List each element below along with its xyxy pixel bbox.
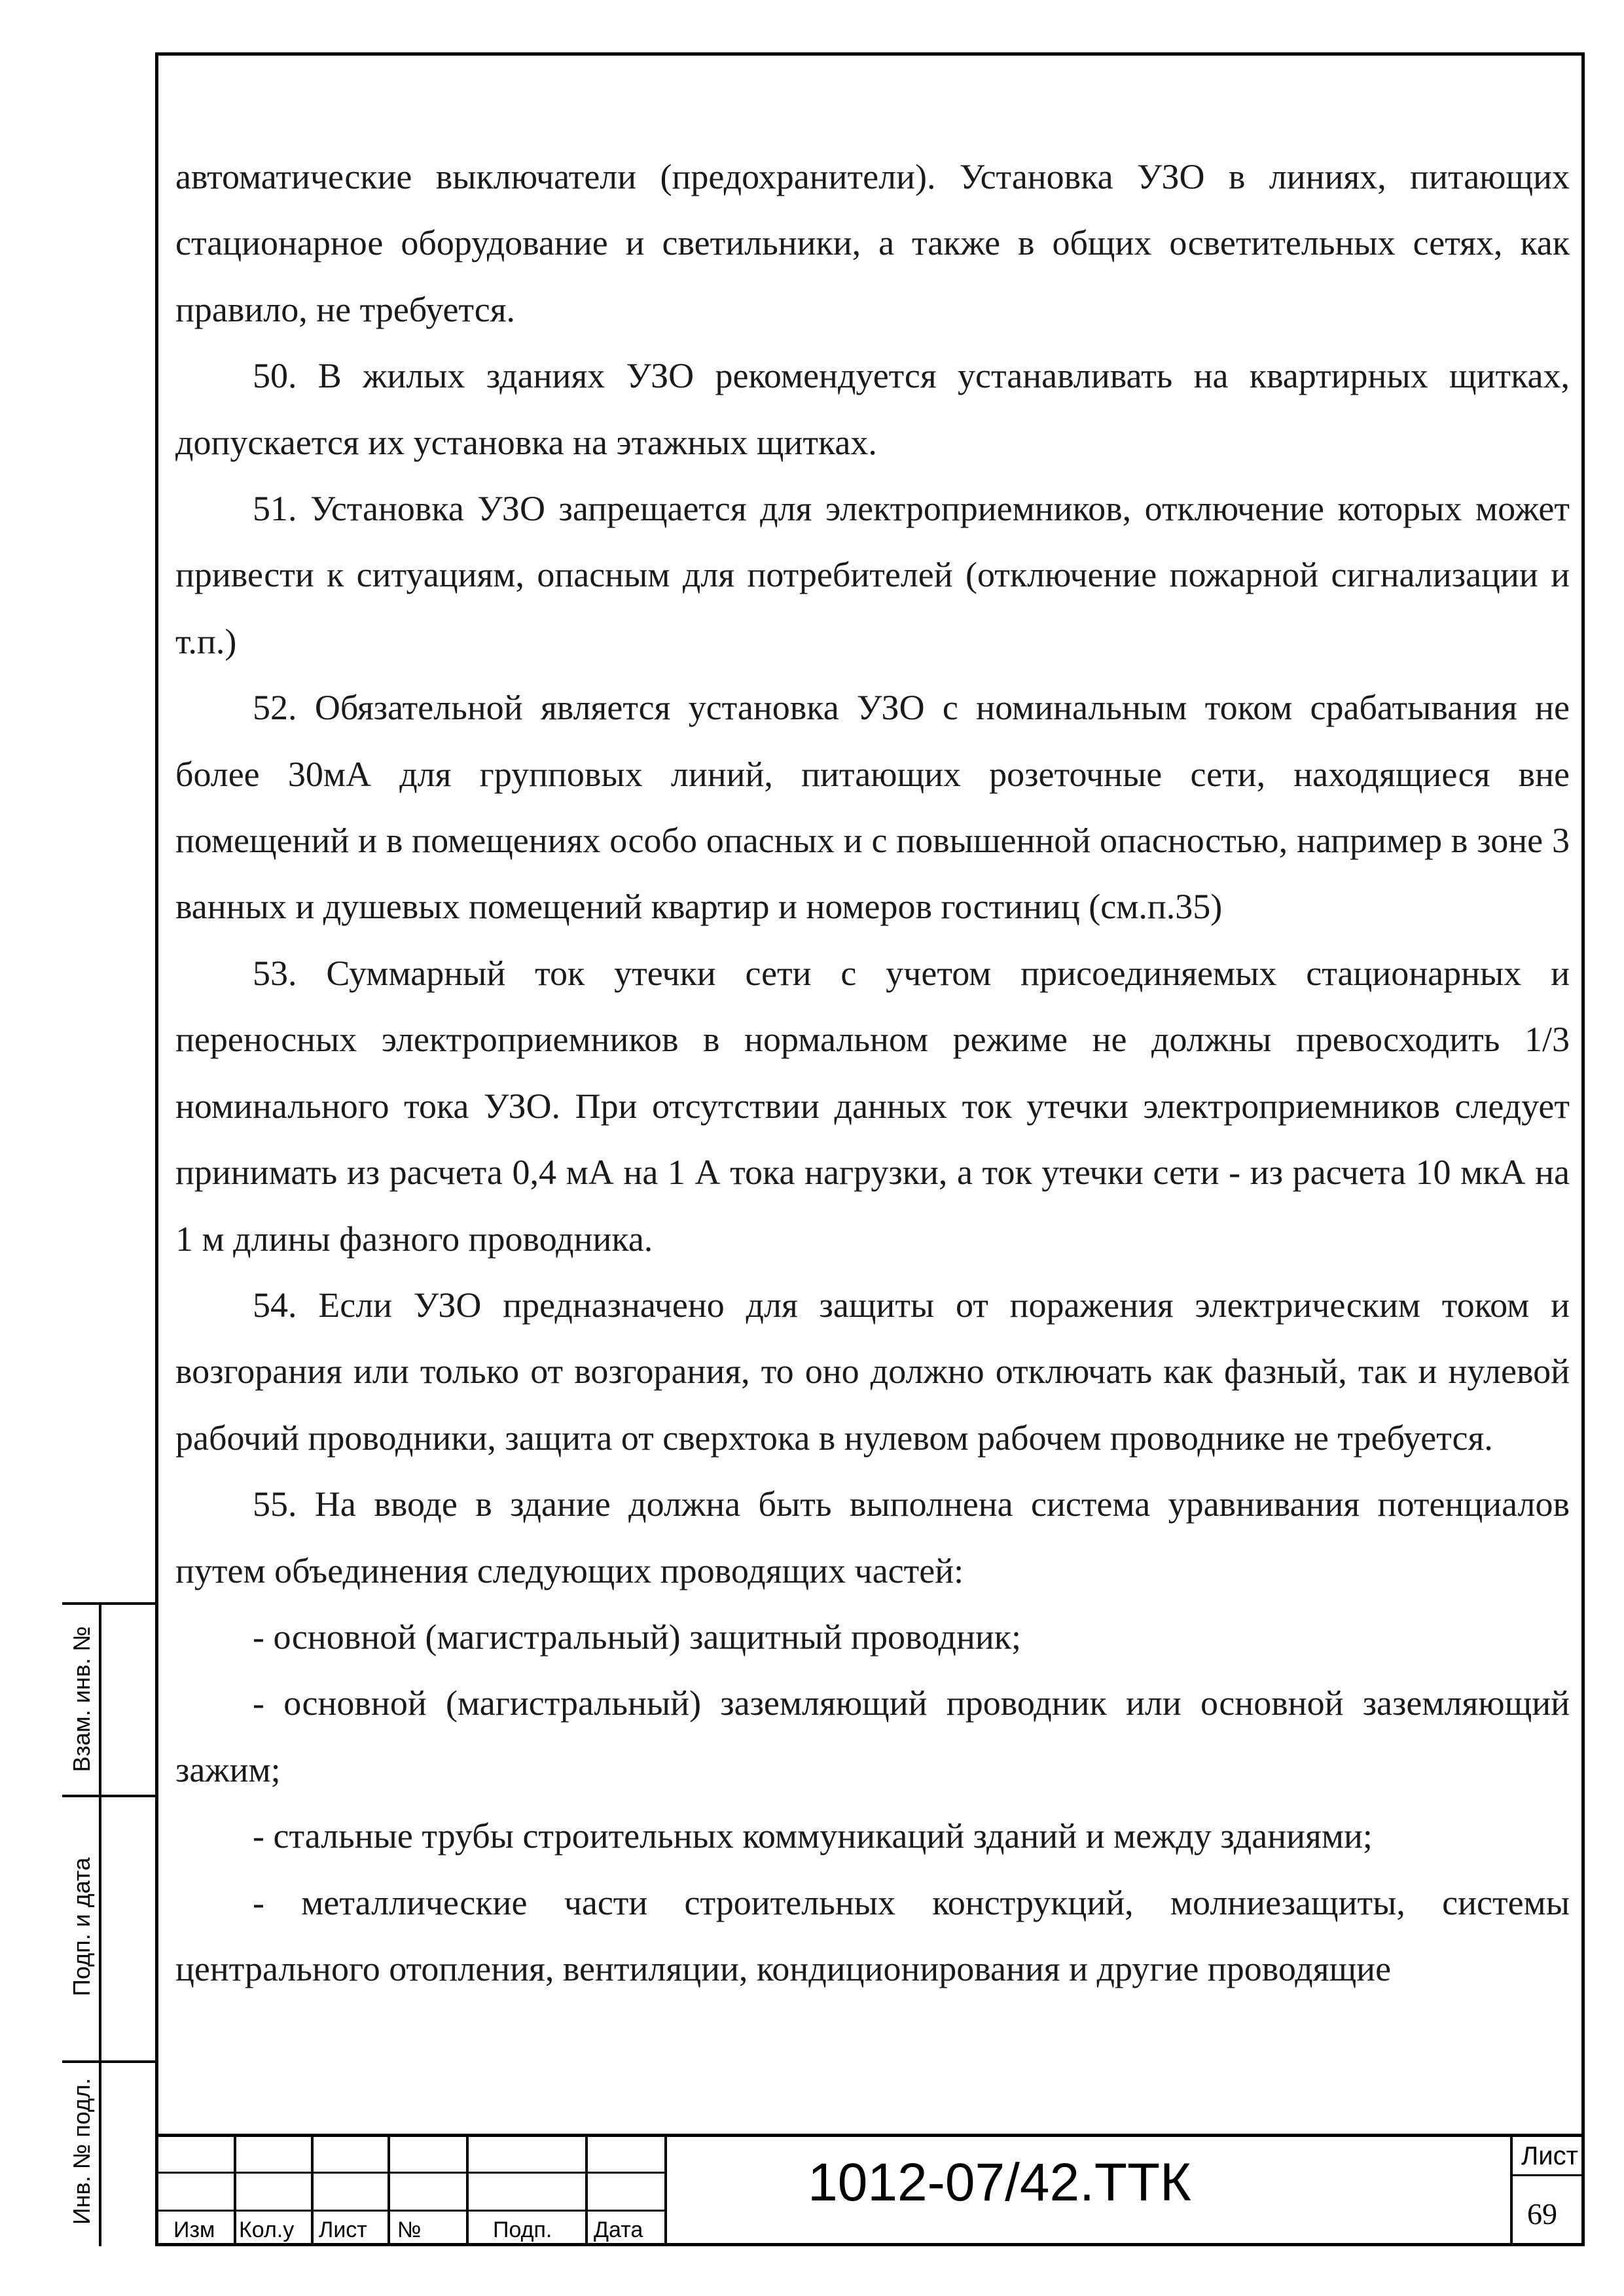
col-izm: Изм: [173, 2217, 215, 2242]
podp-date-label: Подп. и дата: [68, 1857, 95, 1997]
paragraph-52: 52. Обязательной является установка УЗО с номинальным током срабатывания не более 30мА для групповых линий, питающих розеточные сети, находящиеся вне помещений и в помещениях особо опасных и с повышенной опасностью, например в зоне 3 ванных и душевых помещений квартир и номеров гостиниц (см.п.35): [175, 688, 1570, 927]
paragraph-50: 50. В жилых зданиях УЗО рекомендуется устанавливать на квартирных щитках, допускается их установка на этажных щитках.: [175, 356, 1570, 462]
grid-line: [1510, 2174, 1585, 2176]
grid-line: [234, 2134, 236, 2246]
list-item: - стальные трубы строительных коммуникаций зданий и между зданиями;: [253, 1816, 1373, 1856]
grid-line: [466, 2134, 469, 2246]
col-podp: Подп.: [493, 2217, 552, 2242]
document-code: 1012-07/42.ТТК: [808, 2153, 1191, 2212]
paragraph-53: 53. Суммарный ток утечки сети с учетом присоединяемых стационарных и переносных электроприемников в нормальном режиме не должны превосходить 1/3 номинального тока УЗО. При отсутствии данных ток утечки электроприемников следует принимать из расчета 0,4 мА на 1 А тока нагрузки, а ток утечки сети - из расчета 10 мкА на 1 м длины фазного проводника.: [175, 953, 1570, 1259]
paragraph-55: 55. На вводе в здание должна быть выполнена система уравнивания потенциалов путем объединения следующих проводящих частей:: [175, 1484, 1570, 1590]
document-body: [175, 144, 1570, 2002]
grid-line: [155, 2210, 666, 2212]
col-data: Дата: [594, 2217, 643, 2242]
grid-line: [1510, 2134, 1513, 2246]
inv-podl-label: Инв. № подл.: [68, 2077, 95, 2225]
col-list: Лист: [319, 2217, 367, 2242]
col-kol-uch: Кол.у: [239, 2217, 295, 2242]
title-block-top-border: [155, 2134, 1585, 2137]
list-item: - основной (магистральный) защитный проводник;: [253, 1617, 1022, 1657]
side-strip: [62, 1602, 155, 2246]
col-doc-number: №: [397, 2217, 422, 2242]
title-block: [155, 2134, 1585, 2246]
grid-line: [585, 2134, 588, 2246]
sheet-label: Лист: [1521, 2142, 1578, 2170]
paragraph-51: 51. Установка УЗО запрещается для электроприемников, отключение которых может привести к ситуациям, опасным для потребителей (отключение пожарной сигнализации и т.п.): [175, 489, 1570, 661]
paragraph-54: 54. Если УЗО предназначено для защиты от поражения электрическим током и возгорания или только от возгорания, то оно должно отключать как фазный, так и нулевой рабочий проводники, защита от сверхтока в нулевом рабочем проводнике не требуется.: [175, 1285, 1570, 1458]
paragraph-1: автоматические выключатели (предохранители). Установка УЗО в линиях, питающих стационарное оборудование и светильники, а также в общих осветительных сетях, как правило, не требуется.: [175, 157, 1570, 329]
list-item: - металлические части строительных конструкций, молниезащиты, системы центрального отопления, вентиляции, кондиционирования и другие проводящие: [175, 1882, 1570, 1988]
grid-line: [388, 2134, 390, 2246]
grid-line: [155, 2172, 666, 2174]
list-item: - основной (магистральный) заземляющий проводник или основной заземляющий зажим;: [175, 1683, 1570, 1789]
grid-line: [311, 2134, 314, 2246]
vzam-inv-label: Взам. инв. №: [68, 1626, 95, 1772]
sheet-number: 69: [1527, 2197, 1557, 2231]
